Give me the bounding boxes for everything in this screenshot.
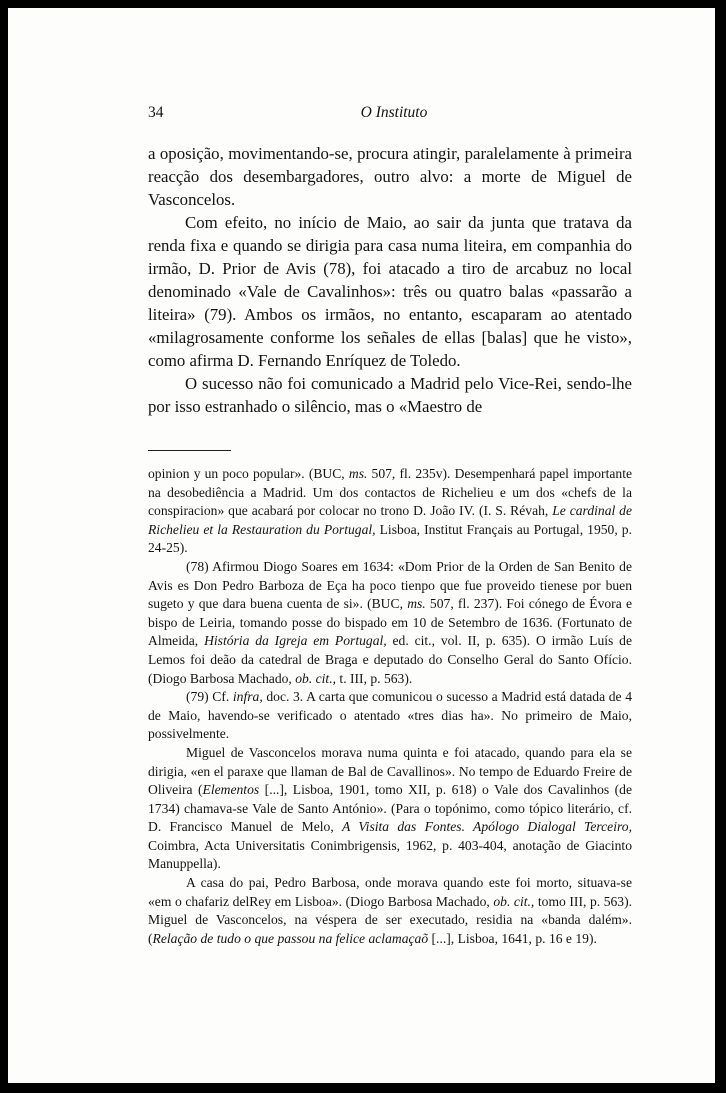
main-text bbox=[148, 142, 632, 418]
footnote-79: (79) Cf. infra, doc. 3. A carta que comunicou o sucesso a Madrid está datada de 4 de Maio, havendo-se verificado o atentado «tres dias ha». No primeiro de Maio, possivelmente. bbox=[148, 689, 632, 742]
body-paragraph: Com efeito, no início de Maio, ao sair da junta que tratava da renda fixa e quando se dirigia para casa numa liteira, em companhia do irmão, D. Prior de Avis (78), foi atacado a tiro de arcabuz no local denominado «Vale de Cavalinhos»: três ou quatro balas «passarão a liteira» (79). Ambos os irmãos, no entanto, escaparam ao atentado «milagrosamente conforme los señales de ellas [balas] que he visto», como afirma D. Fernando Enríquez de Toledo. bbox=[148, 213, 632, 370]
footnote-77-continued: opinion y un poco popular». (BUC, ms. 507, fl. 235v). Desempenhará papel importante na desobediência a Madrid. Um dos contactos de Richelieu e um dos «chefs de la conspiracion» que acabará por colocar no trono D. João IV. (I. S. Révah, Le cardinal de Richelieu et la Restauration du Portugal, Lisboa, Institut Français au Portugal, 1950, p. 24-25). bbox=[148, 466, 633, 556]
footnote-78: (78) Afirmou Diogo Soares em 1634: «Dom Prior de la Orden de San Benito de Avis es Don Pedro Barboza de Eça ha poco tienpo que fue proveido tienese por buen sugeto y que dara buena cuenta de si». (BUC, ms. 507, fl. 237). Foi cónego de Évora e bispo de Leiria, tomando posse do bispado em 10 de Setembro de 1636. (Fortunato de Almeida, História da Igreja em Portugal, ed. cit., vol. II, p. 635). O irmão Luís de Lemos foi deão da catedral de Braga e deputado do Conselho Geral do Santo Ofício. (Diogo Barbosa Machado, ob. cit., t. III, p. 563). bbox=[148, 558, 633, 686]
footnote-separator bbox=[148, 450, 231, 451]
footnote-79-paragraph-3: A casa do pai, Pedro Barbosa, onde morava quando este foi morto, situava-se «em o chafariz delRey em Lisboa». (Diogo Barbosa Machado, ob. cit., tomo III, p. 563). Miguel de Vasconcelos, na véspera de ser executado, residia na «banda dalém». (Relação de tudo o que passou na felice aclamaçaõ [...], Lisboa, 1641, p. 16 e 19). bbox=[148, 875, 633, 946]
running-title: O Instituto bbox=[360, 104, 428, 121]
body-paragraph: a oposição, movimentando-se, procura atingir, paralelamente à primeira reacção dos desembargadores, outro alvo: a morte de Miguel de Vasconcelos. bbox=[148, 144, 632, 209]
page-number: 34 bbox=[148, 104, 164, 121]
running-header bbox=[148, 104, 640, 126]
footnotes bbox=[148, 465, 632, 948]
book-page bbox=[8, 8, 715, 1083]
footnote-79-paragraph-2: Miguel de Vasconcelos morava numa quinta e foi atacado, quando para ela se dirigia, «en el paraxe que llaman de Bal de Cavallinos». No tempo de Eduardo Freire de Oliveira (Elementos [...], Lisboa, 1901, tomo XII, p. 618) o Vale dos Cavalinhos (de 1734) chamava-se Vale de Santo António». (Para o topónimo, como tópico literário, cf. D. Francisco Manuel de Melo, A Visita das Fontes. Apólogo Dialogal Terceiro, Coimbra, Acta Universitatis Conimbrigensis, 1962, p. 403-404, anotação de Giacinto Manuppella). bbox=[148, 744, 632, 872]
body-paragraph: O sucesso não foi comunicado a Madrid pelo Vice-Rei, sendo-lhe por isso estranhado o silêncio, mas o «Maestro de bbox=[148, 374, 632, 416]
